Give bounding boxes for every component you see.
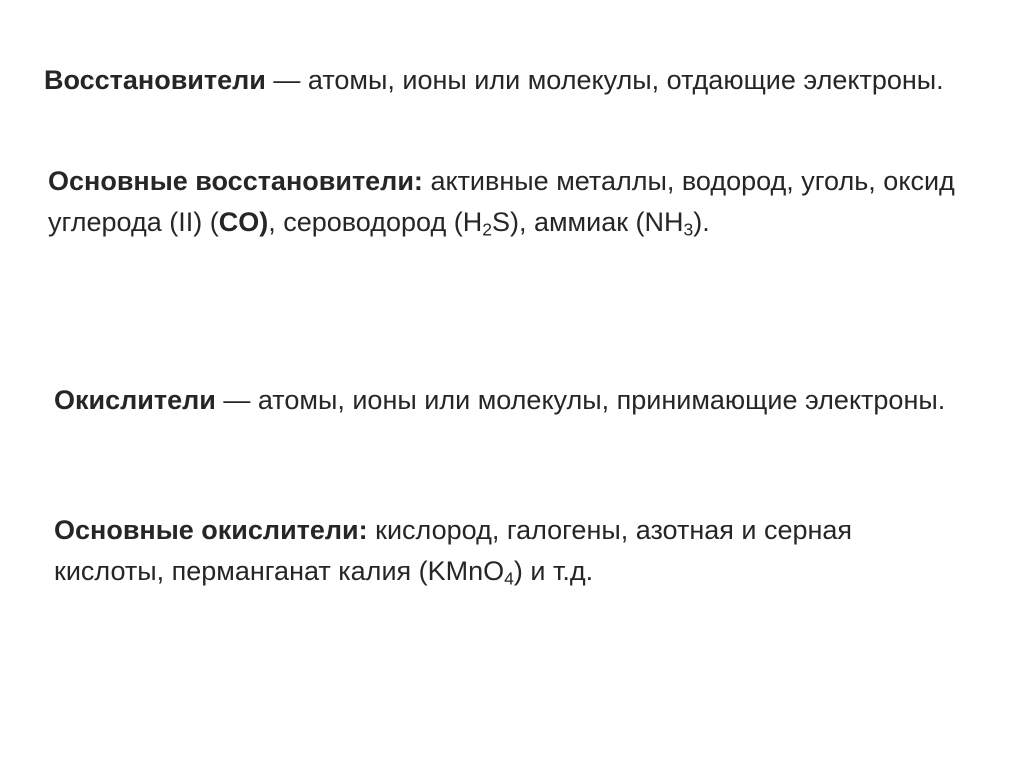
main-reducers-text-4: ). bbox=[693, 207, 710, 237]
main-reducers-text-3: S), аммиак (NH bbox=[491, 207, 684, 237]
oxidizers-definition bbox=[54, 380, 954, 421]
main-oxidizers-text-2: ) и т.д. bbox=[513, 556, 594, 586]
main-reducers-label: Основные восстановители: bbox=[48, 166, 423, 196]
main-reducers-text-1: активные металлы, водород, уголь, оксид углерода (II) ( bbox=[48, 166, 955, 237]
oxidizers-definition-text: — атомы, ионы или молекулы, принимающие электроны. bbox=[215, 385, 946, 415]
kmno4-subscript: 4 bbox=[504, 568, 514, 589]
main-reducers-text-2: , сероводород (H bbox=[268, 207, 483, 237]
h2s-subscript: 2 bbox=[482, 219, 492, 240]
reducers-definition bbox=[44, 60, 944, 101]
co-formula: CO) bbox=[218, 207, 269, 237]
reducers-term: Восстановители bbox=[44, 65, 266, 95]
main-oxidizers-label: Основные окислители: bbox=[54, 515, 368, 545]
nh3-subscript: 3 bbox=[683, 219, 694, 240]
main-oxidizers-text-1: кислород, галогены, азотная и серная кислоты, перманганат калия (KMnO bbox=[54, 515, 853, 586]
main-oxidizers-paragraph bbox=[54, 510, 954, 592]
oxidizers-term: Окислители bbox=[54, 385, 216, 415]
reducers-definition-text: — атомы, ионы или молекулы, отдающие электроны. bbox=[265, 65, 944, 95]
main-reducers-paragraph bbox=[48, 161, 998, 243]
